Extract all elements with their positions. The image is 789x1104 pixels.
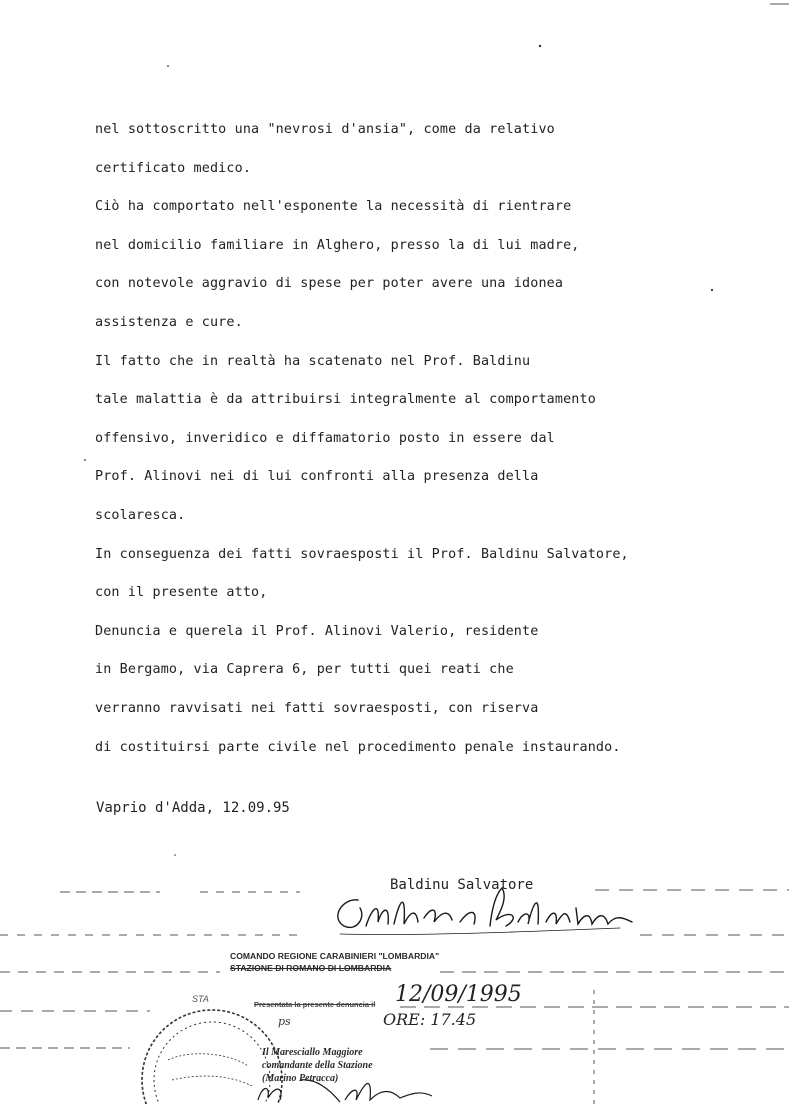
body-line: Denuncia e querela il Prof. Alinovi Valerio, residente	[95, 623, 539, 639]
body-line: nel domicilio familiare in Alghero, presso la di lui madre,	[95, 237, 580, 253]
body-line: assistenza e cure.	[95, 314, 243, 330]
officer-line: Il Maresciallo Maggiore	[262, 1047, 363, 1058]
body-line: scolaresca.	[95, 507, 186, 523]
body-line: Il fatto che in realtà ha scatenato nel Prof. Baldinu	[95, 353, 531, 369]
seal-lettering: STA	[192, 994, 209, 1004]
body-line: offensivo, inveridico e diffamatorio posto in essere dal	[95, 430, 555, 446]
handwritten-initials: ps	[278, 1015, 291, 1028]
filing-date: 12/09/1995	[395, 982, 522, 1007]
filing-time: ORE: 17.45	[383, 1010, 477, 1029]
signer-name: Baldinu Salvatore	[390, 877, 534, 893]
stamp-header-line: COMANDO REGIONE CARABINIERI "LOMBARDIA"	[230, 951, 440, 961]
body-line: con notevole aggravio di spese per poter avere una idonea	[95, 276, 564, 292]
body-line: certificato medico.	[95, 160, 252, 176]
body-line: Prof. Alinovi nei di lui confronti alla presenza della	[95, 469, 539, 485]
body-line: con il presente atto,	[95, 585, 268, 601]
body-line: nel sottoscritto una "nevrosi d'ansia", come da relativo	[95, 122, 555, 137]
body-line: verranno ravvisati nei fatti sovraesposti, con riserva	[95, 700, 539, 716]
officer-line: comandante della Stazione	[262, 1060, 373, 1071]
body-line: In conseguenza dei fatti sovraesposti il Prof. Baldinu Salvatore,	[95, 546, 629, 562]
body-line: tale malattia è da attribuirsi integralmente al comportamento	[95, 392, 596, 408]
body-line: di costituirsi parte civile nel procedimento penale instaurando.	[95, 739, 621, 755]
place-date: Vaprio d'Adda, 12.09.95	[96, 800, 290, 816]
body-line: Ciò ha comportato nell'esponente la necessità di rientrare	[95, 199, 572, 215]
body-line: in Bergamo, via Caprera 6, per tutti quei reati che	[95, 662, 514, 678]
filing-label: Presentata la presente denuncia il	[254, 1000, 376, 1009]
stamp-header-line: STAZIONE DI ROMANO DI LOMBARDIA	[230, 963, 392, 973]
officer-line: (Marino Petracca)	[262, 1073, 339, 1084]
